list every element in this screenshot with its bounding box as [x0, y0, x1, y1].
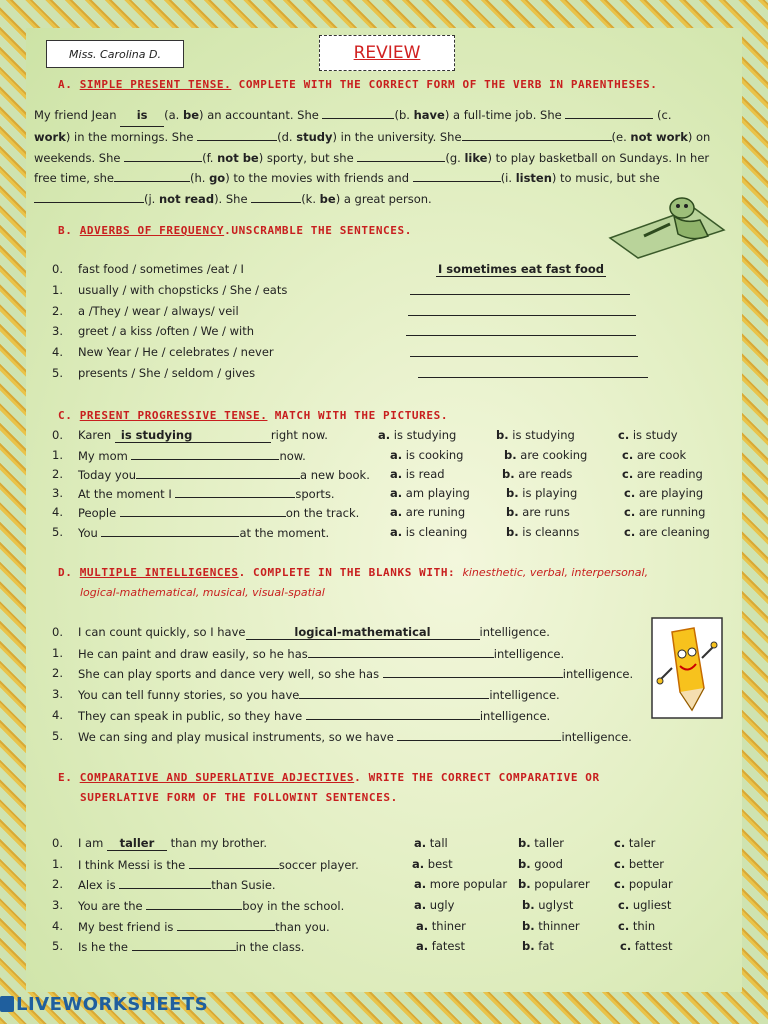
answer-3[interactable] [406, 324, 636, 336]
blank[interactable] [136, 467, 300, 479]
blank[interactable]: logical-mathematical [246, 625, 480, 640]
section-d-heading: D. MULTIPLE INTELLIGENCES. COMPLETE IN THE BLANKS WITH: kinesthetic, verbal, interpersonal, [58, 566, 649, 579]
section-d-title: MULTIPLE INTELLIGENCES [79, 566, 239, 579]
blank[interactable] [383, 666, 563, 678]
paragraph-line-5: (j. not read). She (k. be) a great person. [34, 189, 724, 210]
blank[interactable] [397, 729, 561, 741]
answer-5[interactable] [418, 366, 648, 378]
section-b-title: ADVERBS OF FREQUENCY [79, 224, 225, 237]
page-title: REVIEW [353, 43, 421, 63]
word-bank-2: logical-mathematical, musical, visual-spatial [80, 586, 325, 599]
section-e-heading-2: SUPERLATIVE FORM OF THE FOLLOWINT SENTENCES. [80, 791, 398, 804]
blank-h[interactable] [114, 170, 190, 182]
section-a-title: SIMPLE PRESENT TENSE. [79, 78, 232, 91]
word-bank-1: kinesthetic, verbal, interpersonal, [462, 566, 649, 579]
blank-a[interactable]: is [120, 105, 164, 127]
teacher-name: Miss. Carolina D. [69, 47, 161, 61]
paragraph-line-2: work) in the mornings. She (d. study) in the university. She (e. not work) on [34, 129, 711, 144]
title-box [319, 35, 455, 71]
blank[interactable] [101, 525, 239, 537]
blank-i[interactable] [413, 170, 501, 182]
studying-man-clipart [604, 190, 726, 260]
answer-0[interactable]: I sometimes eat fast food [437, 262, 605, 276]
section-b-heading: B. ADVERBS OF FREQUENCY.UNSCRAMBLE THE SENTENCES. [58, 224, 412, 237]
liveworksheets-logo[interactable] [0, 994, 208, 1015]
blank-j[interactable] [34, 191, 144, 203]
blank-k[interactable] [251, 191, 301, 203]
logo-text: LIVEWORKSHEETS [16, 994, 209, 1015]
section-e-title: COMPARATIVE AND SUPERLATIVE ADJECTIVES [79, 771, 355, 784]
blank[interactable] [308, 646, 494, 658]
blank-c[interactable] [565, 107, 653, 119]
section-a-heading [58, 78, 658, 91]
section-a-instructions: COMPLETE WITH THE CORRECT FORM OF THE VERB IN PARENTHESES. [231, 78, 658, 91]
blank[interactable] [177, 919, 275, 931]
blank[interactable] [175, 486, 295, 498]
blank-b[interactable] [322, 107, 394, 119]
answer-1[interactable] [410, 283, 630, 295]
blank[interactable] [120, 505, 286, 517]
section-c-title: PRESENT PROGRESSIVE TENSE. [79, 409, 268, 422]
section-letter: A. [58, 78, 73, 91]
paragraph-line-4: free time, she (h. go) to the movies with friends and (i. listen) to music, but she [34, 171, 660, 186]
section-e-heading: E. COMPARATIVE AND SUPERLATIVE ADJECTIVES. WRITE THE CORRECT COMPARATIVE OR [58, 771, 600, 784]
section-c-heading: C. PRESENT PROGRESSIVE TENSE. MATCH WITH THE PICTURES. [58, 409, 449, 422]
blank-d[interactable] [197, 129, 277, 141]
blank[interactable] [132, 939, 236, 951]
blank-g[interactable] [357, 150, 445, 162]
paragraph-line-1: My friend Jean is (a. be) an accountant. She (b. have) a full-time job. She (c. [34, 105, 724, 127]
paragraph-line-3: weekends. She (f. not be) sporty, but she (g. like) to play basketball on Sundays. In her [34, 150, 710, 165]
blank[interactable] [306, 708, 480, 720]
blank[interactable] [131, 448, 279, 460]
blank[interactable] [119, 877, 211, 889]
teacher-name-box [46, 40, 184, 68]
blank[interactable] [146, 898, 242, 910]
blank-e[interactable] [462, 129, 612, 141]
answer-4[interactable] [410, 345, 638, 357]
blank-f[interactable] [124, 150, 202, 162]
answer-2[interactable] [408, 304, 636, 316]
pencil-mascot-clipart [652, 618, 722, 718]
blank[interactable] [299, 687, 489, 699]
blank[interactable] [189, 857, 279, 869]
blank[interactable]: taller [107, 836, 167, 851]
logo-icon [0, 996, 14, 1012]
blank[interactable]: is studying [115, 428, 271, 443]
worksheet: Miss. Carolina D. REVIEW A. SIMPLE PRESENT TENSE. COMPLETE WITH THE CORRECT FORM OF THE VERB IN PARENTHESES. My friend Jean is (a. be) an accountant. She (b. have) a full-time job. She (c. work) in the mornings. She (d. study) in the university. She (e. not work) on weekends. She (f. not be) sporty, but she (g. like) to play basketball on Sundays. In her free time, she (h. go) to the movies with friends and (i. listen) to music, but she (j. not read). She (k. be) a great person. B. ADVERBS OF FREQUENCY.UNSCRAMBLE THE SENTENCES. 0. fast food / sometimes /eat / I I sometimes eat fast food 1. usually / with chopsticks / She / eats 2. a /They / wear / always/ veil 3. greet / a kiss /often / We / with 4. New Year / He / celebrates / never 5. presents / She / seldom / gives C. PRESENT PROGRESSIVE TENSE. MATCH WITH THE PICTURES. 0. Karen is studying right now. a. is studying b. is studying c. is study 1. My mom now. a. is cooking b. are cooking c. are cook 2. Today you a new book. a. is read b. are reads c. are reading 3. At the moment I sports. a. am playing b. is playing c. are playing 4. People on the track. a. are runing b. are runs c. are running 5. You at the moment. a. is cleaning b. is cleanns c. are cleaning D. MULTIPLE INTELLIGENCES. COMPLETE IN THE BLANKS WITH: kinesthetic, verbal, interpersonal, logical-mathematical, musical, visual-spatial 0. I can count quickly, so I have logical-mathematical intelligence. 1. He can paint and draw easily, so he has intelligence. 2. She can play sports and dance very well, so she has intelligence. 3. You can tell funny stories, so you have intelligence. 4. They can speak in public, so they have intelligence. 5. We can sing and play musical instruments, so we have intelligence. E. COMPARATIVE AND SUPERLATIVE ADJECTIVES. WRITE THE CORRECT COMPARATIVE OR SUPERLATIVE FORM OF THE FOLLOWINT SENTENCES. 0. I am taller than my brother. a. tall b. taller c. taler 1. I think Messi is the soccer player. a. best b. good c. better 2. Alex is than Susie. a. more popular b. popularer c. popular 3. You are the boy in the school. a. ugly b. uglyst c. ugliest 4. My best friend is than you. a. thiner b. thinner c. thin 5. Is he the in the class. a. fatest b. fat c. fattest [26, 28, 742, 992]
